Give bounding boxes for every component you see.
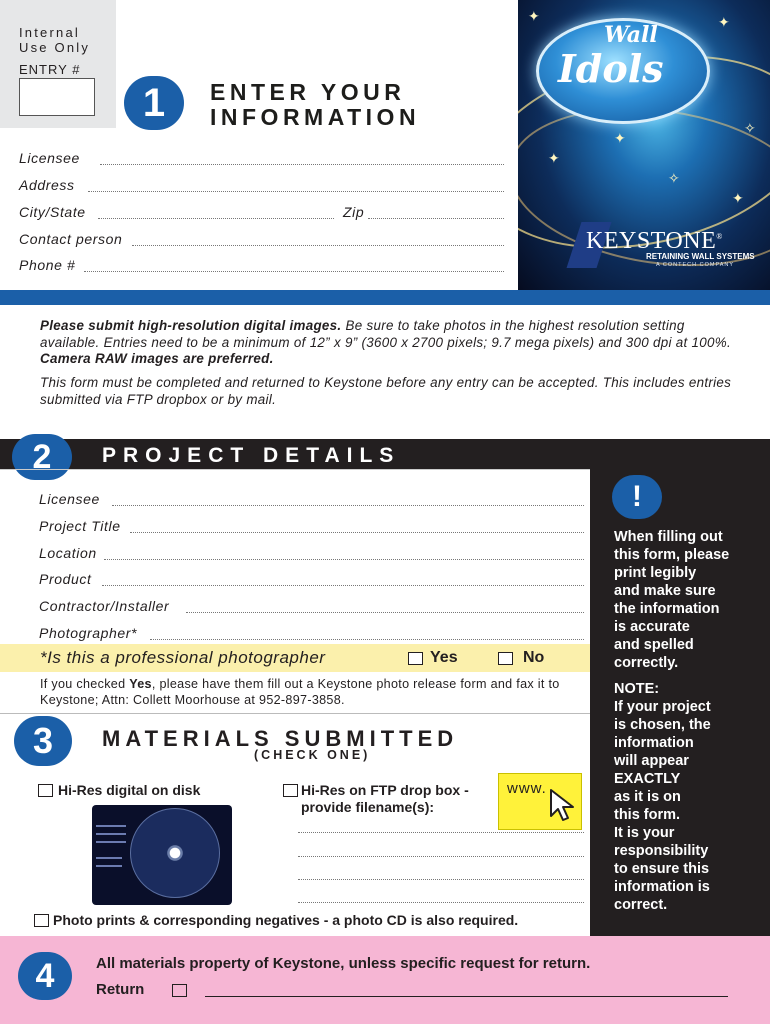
keystone-logo [566,218,766,278]
ftp-option-label [301,782,469,816]
section-1-title-line1: ENTER YOUR [210,79,406,105]
section-3-title: MATERIALS SUBMITTED [102,726,459,751]
section-1-title-line2: INFORMATION [210,104,421,130]
product-field[interactable] [102,585,584,586]
exclamation-icon: ! [612,475,662,519]
note-prefix: If you checked [40,677,130,691]
disk-option-label: Hi-Res digital on disk [58,782,201,798]
internal-use-label: Internal Use Only [19,25,91,55]
sidebar-line-a: print legibly [614,565,697,581]
project-title-field[interactable] [130,532,584,533]
logo-word-idols: Idols [558,46,664,91]
section-4-panel [0,936,770,1024]
sidebar-line-a: the information [614,601,720,617]
section-2-title: PROJECT DETAILS [102,444,401,467]
disc-icon [130,808,220,898]
phone-label: Phone # [19,257,76,273]
sidebar-line-b: responsibility [614,843,709,859]
sidebar-exactly-note [614,680,711,914]
sidebar-line-a: and make sure [614,583,716,599]
form-requirement-note: This form must be completed and returned to Keystone before any entry can be accepted. This includes entries submitted via FTP dropbox or by mail. [40,375,732,407]
internal-use-box [0,0,116,128]
contact-person-label: Contact person [19,231,123,247]
registered-mark: ® [716,232,723,241]
licensee-field[interactable] [100,164,504,165]
contractor-label: Contractor/Installer [39,598,170,614]
entry-number-field[interactable] [19,78,95,116]
licensee-label: Licensee [19,150,80,166]
no-label: No [523,649,545,666]
project-title-label: Project Title [39,518,121,534]
sidebar-line-b: will appear [614,753,689,769]
no-checkbox[interactable] [498,652,513,665]
sidebar-line-b: to ensure this [614,861,710,877]
instructions-body: Be sure to take photos in the highest resolution setting available. Entries need to be a minimum of 12” x 9” (3600 x 2700 pixels; 9.7 mega pixels) and 300 dpi at 100%. [40,318,732,350]
address-field[interactable] [88,191,504,192]
instructions-raw-note: Camera RAW images are preferred. [40,351,274,367]
photo-release-note [40,676,580,708]
cd-disc-image [92,805,232,905]
section-3-number: 3 [14,716,72,766]
sidebar-line-b: If your project [614,699,711,715]
city-state-label: City/State [19,204,86,220]
sidebar-line-a: correctly. [614,655,679,671]
ftp-option-line2: provide filename(s): [301,799,435,815]
yes-label: Yes [430,649,458,666]
return-label: Return [96,981,145,998]
yes-checkbox[interactable] [408,652,423,665]
www-text: www. [507,780,547,797]
keystone-name: KEYSTONE [586,228,717,254]
sidebar-line-b: information [614,735,694,751]
sidebar-line-b: It is your [614,825,675,841]
zip-field[interactable] [368,218,504,219]
photographer-label: Photographer* [39,625,138,641]
ftp-checkbox[interactable] [283,784,298,797]
contractor-field[interactable] [186,612,584,613]
ftp-option-line1: Hi-Res on FTP drop box - [301,782,469,798]
section-3-divider [0,713,590,714]
keystone-wordmark [586,228,723,255]
wall-idols-hero-image: ✦ ✦ ✧ ✦ ✧ ✦ ✦ Wall Idols KEYSTONE® RETAINING WALL SYSTEMS A CONTECH COMPANY [518,0,770,290]
sidebar-legibility-note [614,528,729,672]
cursor-arrow-icon [549,788,577,822]
project-licensee-label: Licensee [39,491,100,507]
keystone-subtag: A CONTECH COMPANY [656,262,735,268]
logo-word-wall: Wall [604,22,658,48]
filename-line-2[interactable] [298,856,584,857]
sidebar-line-b: information is [614,879,710,895]
filename-line-3[interactable] [298,879,584,880]
instructions-emphasis: Please submit high-resolution digital images. [40,318,342,333]
section-1-title [210,80,420,130]
location-field[interactable] [104,559,584,560]
www-badge [498,773,582,830]
entry-number-label: ENTRY # [19,62,81,77]
submission-instructions [40,318,740,368]
section-divider-bar [0,290,770,305]
sidebar-line-b: EXACTLY [614,771,681,787]
section-4-number: 4 [18,952,72,1000]
section-1-number: 1 [124,76,184,130]
prints-option-label: Photo prints & corresponding negatives - a photo CD is also required. [53,912,519,928]
city-state-field[interactable] [98,218,334,219]
address-label: Address [19,177,75,193]
section-3-subtitle: (CHECK ONE) [254,748,371,762]
sidebar-line-a: is accurate [614,619,690,635]
filename-line-1[interactable] [298,832,584,833]
disk-checkbox[interactable] [38,784,53,797]
sidebar-line-b: correct. [614,897,668,913]
filename-line-4[interactable] [298,902,584,903]
professional-photographer-question: *Is this a professional photographer [40,648,326,667]
photographer-field[interactable] [150,639,584,640]
return-checkbox[interactable] [172,984,187,997]
phone-field[interactable] [84,271,504,272]
sidebar-line-b: is chosen, the [614,717,711,733]
project-licensee-field[interactable] [112,505,584,506]
sidebar-line-b: as it is on [614,789,681,805]
zip-label: Zip [343,204,365,220]
location-label: Location [39,545,97,561]
return-address-field[interactable] [205,996,728,997]
sidebar-line-b: this form. [614,807,681,823]
keystone-tagline: RETAINING WALL SYSTEMS [646,252,755,261]
section-2-number: 2 [12,434,72,480]
sidebar-line-b: NOTE: [614,681,660,697]
contact-person-field[interactable] [132,245,504,246]
note-yes: Yes [129,677,152,691]
note-body: , please have them fill out a Keystone photo release form and fax it to Keystone; Attn: Collett Moorhouse at 952-897-3858. [40,677,560,707]
sidebar-line-a: and spelled [614,637,694,653]
materials-property-note: All materials property of Keystone, unless specific request for return. [96,955,591,972]
sidebar-line-a: this form, please [614,547,730,563]
prints-checkbox[interactable] [34,914,49,927]
product-label: Product [39,571,92,587]
sidebar-line-a: When filling out [614,529,723,545]
